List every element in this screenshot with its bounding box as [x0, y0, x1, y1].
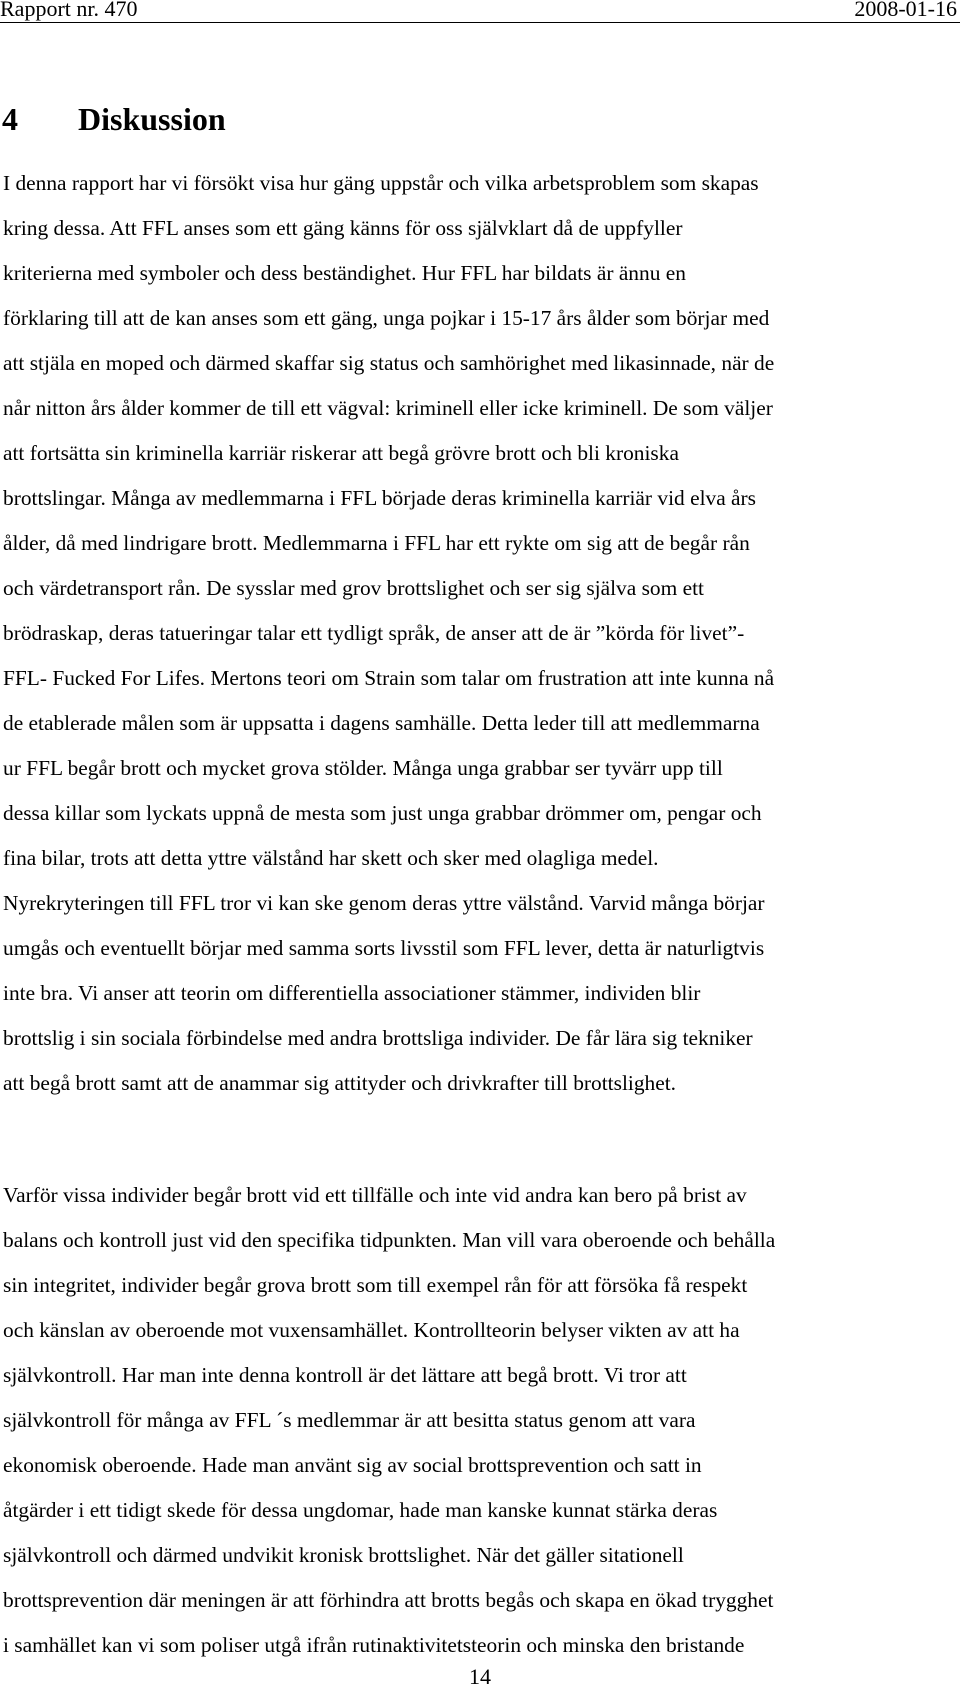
report-date: 2008-01-16: [854, 0, 957, 21]
paragraph-1: [3, 161, 960, 1106]
text-line: når nitton års ålder kommer de till ett vägval: kriminell eller icke kriminell. De som väljer: [3, 396, 773, 420]
text-line: FFL- Fucked For Lifes. Mertons teori om Strain som talar om frustration att inte kunna nå: [3, 666, 775, 690]
section-heading: [2, 99, 226, 139]
text-line: ålder, då med lindrigare brott. Medlemmarna i FFL har ett rykte om sig att de begår rån: [3, 531, 750, 555]
paragraph-2: [3, 1173, 960, 1668]
page-number: 14: [469, 1664, 491, 1689]
text-line: kriterierna med symboler och dess beständighet. Hur FFL har bildats är ännu en: [3, 261, 686, 285]
text-line: att begå brott samt att de anammar sig attityder och drivkrafter till brottslighet.: [3, 1071, 677, 1095]
text-line: de etablerade målen som är uppsatta i dagens samhälle. Detta leder till att medlemmarna: [3, 711, 760, 735]
text-line: umgås och eventuellt börjar med samma sorts livsstil som FFL lever, detta är naturligtvis: [3, 936, 765, 960]
text-line: åtgärder i ett tidigt skede för dessa ungdomar, hade man kanske kunnat stärka deras: [3, 1498, 718, 1522]
text-line: inte bra. Vi anser att teorin om differentiella associationer stämmer, individen blir: [3, 981, 701, 1005]
text-line: kring dessa. Att FFL anses som ett gäng känns för oss självklart då de uppfyller: [3, 216, 683, 240]
text-line: att fortsätta sin kriminella karriär riskerar att begå grövre brott och bli kroniska: [3, 441, 679, 465]
text-line: att stjäla en moped och därmed skaffar sig status och samhörighet med likasinnade, när de: [3, 351, 775, 375]
text-line: förklaring till att de kan anses som ett gäng, unga pojkar i 15-17 års ålder som börjar med: [3, 306, 770, 330]
text-line: och värdetransport rån. De sysslar med grov brottslighet och ser sig själva som ett: [3, 576, 704, 600]
text-line: självkontroll. Har man inte denna kontroll är det lättare att begå brott. Vi tror att: [3, 1363, 687, 1387]
text-line: sin integritet, individer begår grova brott som till exempel rån för att försöka få respekt: [3, 1273, 748, 1297]
text-line: balans och kontroll just vid den specifika tidpunkten. Man vill vara oberoende och behålla: [3, 1228, 776, 1252]
text-line: I denna rapport har vi försökt visa hur gäng uppstår och vilka arbetsproblem som skapas: [3, 171, 759, 195]
text-line: fina bilar, trots att detta yttre välstånd har skett och sker med olagliga medel.: [3, 846, 659, 870]
page-header: [0, 0, 960, 22]
text-line: Nyrekryteringen till FFL tror vi kan ske genom deras yttre välstånd. Varvid många börjar: [3, 891, 765, 915]
section-title: Diskussion: [78, 101, 226, 137]
text-line: ur FFL begår brott och mycket grova stölder. Många unga grabbar ser tyvärr upp till: [3, 756, 723, 780]
text-line: självkontroll och därmed undvikit kronisk brottslighet. När det gäller sitationell: [3, 1543, 684, 1567]
report-number: Rapport nr. 470: [0, 0, 138, 21]
text-line: ekonomisk oberoende. Hade man använt sig av social brottsprevention och satt in: [3, 1453, 702, 1477]
text-line: självkontroll för många av FFL ´s medlemmar är att besitta status genom att vara: [3, 1408, 696, 1432]
header-divider: [0, 22, 960, 23]
text-line: dessa killar som lyckats uppnå de mesta som just unga grabbar drömmer om, pengar och: [3, 801, 762, 825]
text-line: i samhället kan vi som poliser utgå ifrån rutinaktivitetsteorin och minska den bristande: [3, 1633, 745, 1657]
text-line: brottslingar. Många av medlemmarna i FFL började deras kriminella karriär vid elva års: [3, 486, 756, 510]
text-line: brottslig i sin sociala förbindelse med andra brottsliga individer. De får lära sig tekniker: [3, 1026, 753, 1050]
text-line: Varför vissa individer begår brott vid ett tillfälle och inte vid andra kan bero på brist av: [3, 1183, 747, 1207]
section-number: 4: [2, 101, 18, 137]
text-line: brottsprevention där meningen är att förhindra att brotts begås och skapa en ökad trygghet: [3, 1588, 774, 1612]
text-line: brödraskap, deras tatueringar talar ett tydligt språk, de anser att de är ”körda för livet”-: [3, 621, 745, 645]
text-line: och känslan av oberoende mot vuxensamhället. Kontrollteorin belyser vikten av att ha: [3, 1318, 740, 1342]
